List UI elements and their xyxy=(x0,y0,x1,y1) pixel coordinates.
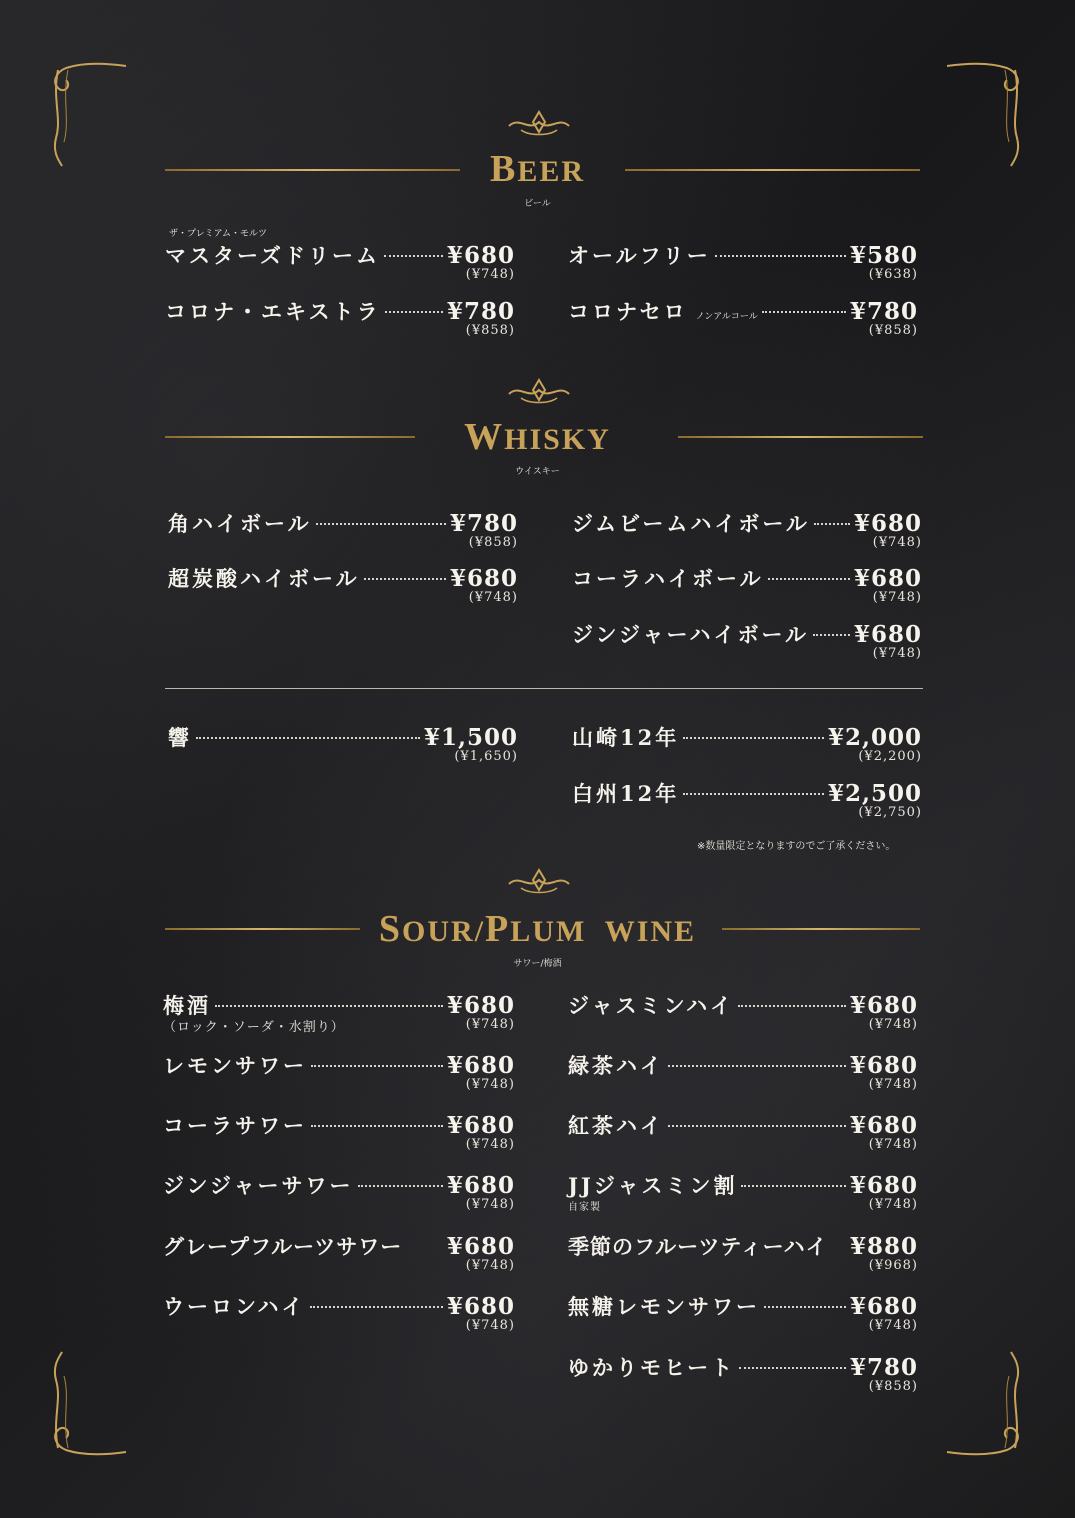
leader-dots xyxy=(310,1306,443,1308)
menu-item xyxy=(568,1231,918,1283)
menu-item xyxy=(572,508,922,560)
whisky-title: WHISKY xyxy=(464,416,611,458)
item-price-tax: (¥748) xyxy=(868,1137,918,1152)
item-price-tax: (¥1,650) xyxy=(454,749,518,764)
item-price-tax: (¥748) xyxy=(465,1017,515,1032)
beer-header xyxy=(0,150,1075,209)
item-price-tax: (¥858) xyxy=(468,535,518,550)
menu-item xyxy=(572,722,922,774)
item-price-tax: (¥748) xyxy=(872,646,922,661)
corner-flourish-bottom-right xyxy=(945,1350,1025,1460)
item-price-tax: (¥748) xyxy=(872,590,922,605)
ornament-whisky xyxy=(507,376,571,408)
item-name: 無糖レモンサワー xyxy=(568,1294,760,1319)
item-name: 緑茶ハイ xyxy=(568,1053,664,1078)
item-price-tax: (¥748) xyxy=(465,1197,515,1212)
leader-dots xyxy=(215,1005,443,1007)
leader-dots xyxy=(364,578,446,580)
item-price: ¥680 xyxy=(849,1172,918,1199)
item-kicker: ザ・プレミアム・モルツ xyxy=(169,229,268,239)
item-name: JJジャスミン割 xyxy=(568,1173,738,1198)
item-price: ¥680 xyxy=(853,621,922,648)
leader-dots xyxy=(764,1306,846,1308)
menu-item xyxy=(163,1170,515,1222)
item-name: コーラサワー xyxy=(163,1113,307,1138)
item-sub: （ロック・ソーダ・水割り） xyxy=(163,1020,345,1035)
leader-dots xyxy=(739,1367,846,1369)
menu-item xyxy=(165,296,515,348)
item-price: ¥780 xyxy=(849,298,918,325)
item-name: コロナ・エキストラ xyxy=(165,299,381,324)
item-price-tax: (¥638) xyxy=(868,267,918,282)
leader-dots xyxy=(738,1005,846,1007)
item-price: ¥680 xyxy=(853,565,922,592)
item-price-tax: (¥858) xyxy=(868,1379,918,1394)
item-name: ジムビームハイボール xyxy=(572,511,810,536)
item-note: ノンアルコール xyxy=(695,312,758,322)
menu-item xyxy=(163,1231,515,1283)
whisky-subtitle: ウイスキー xyxy=(515,467,560,477)
item-name: 超炭酸ハイボール xyxy=(168,566,360,591)
item-name: レモンサワー xyxy=(163,1053,307,1078)
corner-flourish-bottom-left xyxy=(48,1350,128,1460)
item-price: ¥780 xyxy=(849,1354,918,1381)
leader-dots xyxy=(762,311,846,313)
item-price-tax: (¥748) xyxy=(868,1077,918,1092)
item-price-tax: (¥968) xyxy=(868,1258,918,1273)
item-sub: 自家製 xyxy=(568,1202,601,1213)
item-price: ¥680 xyxy=(853,510,922,537)
leader-dots xyxy=(768,578,850,580)
item-price-tax: (¥748) xyxy=(872,535,922,550)
whisky-header xyxy=(0,418,1075,477)
leader-dots xyxy=(311,1125,443,1127)
menu-item xyxy=(568,1110,918,1162)
leader-dots xyxy=(358,1185,443,1187)
leader-dots xyxy=(316,523,446,525)
menu-item xyxy=(568,240,918,292)
item-name: 紅茶ハイ xyxy=(568,1113,664,1138)
item-name: ゆかりモヒート xyxy=(568,1355,736,1380)
menu-item xyxy=(165,229,515,292)
menu-item xyxy=(572,778,922,830)
item-name: 響 xyxy=(168,725,192,750)
limited-quantity-note: ※数量限定となりますのでご了承ください。 xyxy=(697,841,896,852)
item-name: ジンジャーハイボール xyxy=(572,622,810,647)
sour-header xyxy=(0,910,1075,969)
item-price: ¥680 xyxy=(849,992,918,1019)
item-price: ¥680 xyxy=(446,1052,515,1079)
section-divider xyxy=(165,688,923,689)
item-name: グレープフルーツサワー xyxy=(163,1234,403,1259)
item-price: ¥680 xyxy=(446,1293,515,1320)
item-price: ¥680 xyxy=(849,1112,918,1139)
menu-item xyxy=(163,990,515,1042)
menu-item xyxy=(568,1050,918,1102)
item-price: ¥680 xyxy=(446,1112,515,1139)
item-price: ¥2,500 xyxy=(827,780,922,807)
item-price-tax: (¥748) xyxy=(468,590,518,605)
leader-dots xyxy=(384,255,443,257)
leader-dots xyxy=(311,1065,443,1067)
beer-title: BEER xyxy=(489,148,586,190)
menu-item xyxy=(568,1291,918,1343)
item-price: ¥680 xyxy=(446,1172,515,1199)
item-price: ¥680 xyxy=(849,1052,918,1079)
menu-item xyxy=(168,722,518,774)
item-price-tax: (¥748) xyxy=(868,1197,918,1212)
leader-dots xyxy=(683,793,824,795)
item-price: ¥680 xyxy=(449,565,518,592)
item-price-tax: (¥748) xyxy=(465,267,515,282)
item-name: 梅酒 xyxy=(163,993,211,1018)
menu-item xyxy=(163,1050,515,1102)
item-name: 角ハイボール xyxy=(168,511,312,536)
item-price: ¥780 xyxy=(449,510,518,537)
item-price: ¥880 xyxy=(849,1233,918,1260)
item-name: マスターズドリーム xyxy=(165,243,380,268)
item-price-tax: (¥2,200) xyxy=(858,749,922,764)
leader-dots xyxy=(196,737,420,739)
menu-item xyxy=(168,508,518,560)
item-price-tax: (¥748) xyxy=(465,1258,515,1273)
item-name: コーラハイボール xyxy=(572,566,764,591)
menu-item xyxy=(168,563,518,615)
item-name: 季節のフルーツティーハイ xyxy=(568,1234,828,1259)
menu-item xyxy=(572,563,922,615)
item-price: ¥1,500 xyxy=(423,724,518,751)
item-price: ¥580 xyxy=(849,242,918,269)
item-price: ¥2,000 xyxy=(827,724,922,751)
item-name: ジャスミンハイ xyxy=(568,993,735,1018)
item-price: ¥680 xyxy=(849,1293,918,1320)
item-name: 山崎12年 xyxy=(572,725,680,750)
menu-item xyxy=(572,619,922,671)
sour-title: SOUR/PLUM WINE xyxy=(378,908,697,950)
leader-dots xyxy=(683,737,824,739)
item-price: ¥680 xyxy=(446,992,515,1019)
item-name: 白州12年 xyxy=(572,781,680,806)
item-price: ¥680 xyxy=(446,242,515,269)
item-price-tax: (¥858) xyxy=(868,323,918,338)
item-price-tax: (¥2,750) xyxy=(858,805,922,820)
item-price: ¥780 xyxy=(446,298,515,325)
item-name: コロナセロ xyxy=(568,299,688,324)
leader-dots xyxy=(668,1065,846,1067)
item-price-tax: (¥748) xyxy=(465,1137,515,1152)
item-price-tax: (¥748) xyxy=(868,1318,918,1333)
item-price-tax: (¥748) xyxy=(868,1017,918,1032)
item-price-tax: (¥748) xyxy=(465,1077,515,1092)
item-price-tax: (¥748) xyxy=(465,1318,515,1333)
ornament-beer xyxy=(507,108,571,140)
item-price: ¥680 xyxy=(446,1233,515,1260)
menu-item xyxy=(568,1352,918,1404)
menu-item xyxy=(163,1291,515,1343)
leader-dots xyxy=(813,634,850,636)
leader-dots xyxy=(814,523,850,525)
menu-item xyxy=(568,1170,918,1222)
ornament-sour xyxy=(507,866,571,898)
leader-dots xyxy=(385,311,443,313)
leader-dots xyxy=(715,255,846,257)
menu-item xyxy=(568,990,918,1042)
leader-dots xyxy=(668,1125,846,1127)
item-name: ジンジャーサワー xyxy=(163,1173,354,1198)
menu-item xyxy=(163,1110,515,1162)
beer-subtitle: ビール xyxy=(524,199,551,209)
item-name: ウーロンハイ xyxy=(163,1294,306,1319)
leader-dots xyxy=(741,1185,846,1187)
item-name: オールフリー xyxy=(568,243,711,268)
sour-subtitle: サワー/梅酒 xyxy=(513,959,562,969)
item-price-tax: (¥858) xyxy=(465,323,515,338)
menu-item xyxy=(568,296,918,348)
